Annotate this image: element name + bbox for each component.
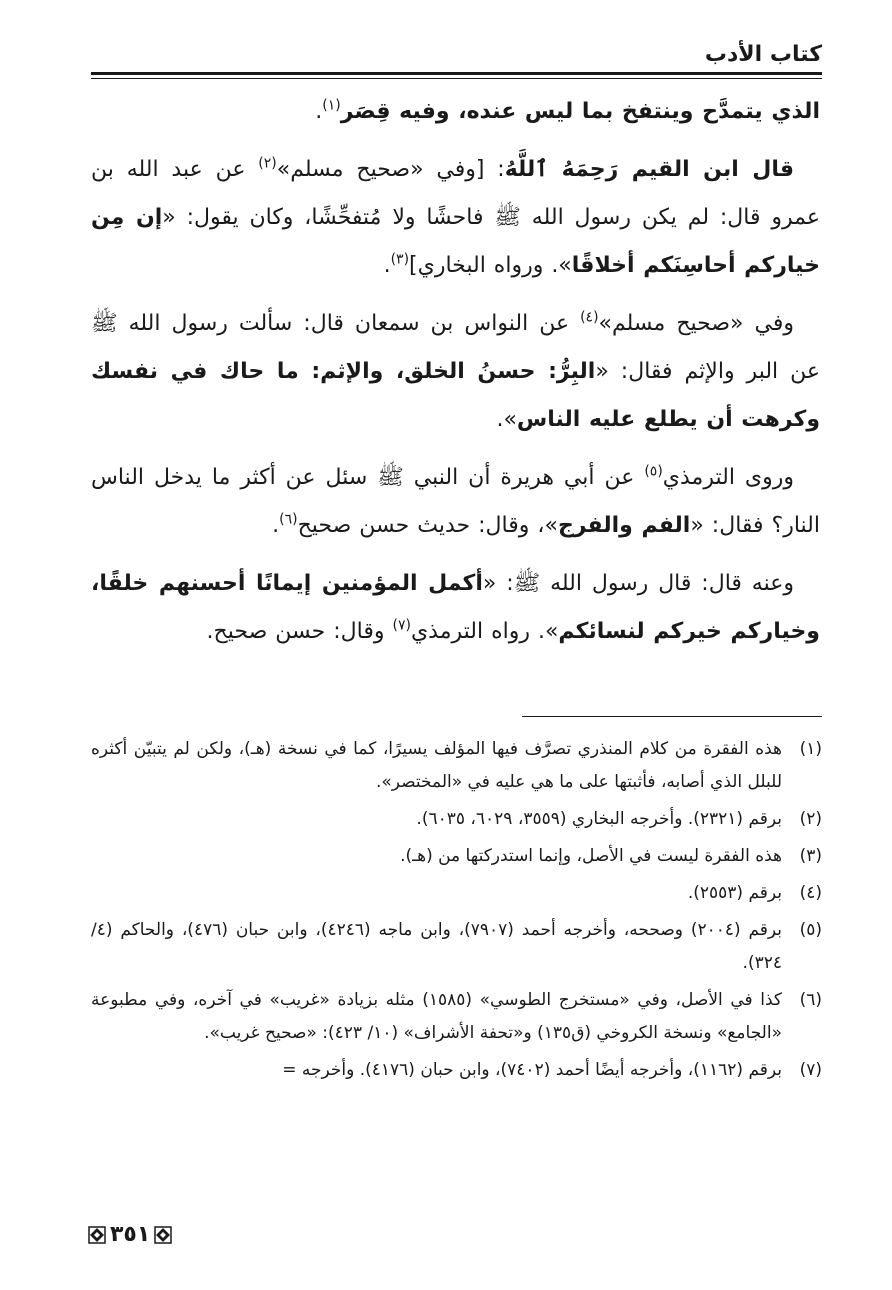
- footnote-ref-3: (٣): [390, 251, 410, 268]
- page-number-text: ٣٥١: [110, 1222, 151, 1247]
- p4-text-2: عن أبي هريرة أن النبي ﷺ سئل عن أكثر ما يدخل الناس النار؟ فقال: «: [91, 465, 820, 538]
- footnote-number: (٢): [799, 809, 822, 829]
- p3-end: ».: [496, 407, 517, 432]
- footnote-item: [91, 733, 822, 799]
- p2-text-3: ». ورواه البخاري]: [409, 253, 572, 278]
- footnote-item: [91, 803, 822, 836]
- footnote-ref-1: (١): [322, 97, 341, 114]
- header-rule-thin: [91, 78, 822, 79]
- header-rule-thick: [91, 72, 822, 75]
- p2-text-1: : [وفي «صحيح مسلم»: [276, 157, 505, 182]
- footnote-item: [91, 877, 822, 910]
- p2-end: .: [383, 253, 391, 278]
- footnote-number: (٤): [799, 883, 822, 903]
- footnote-ref-7: (٧): [392, 617, 411, 634]
- footnote-ref-6: (٦): [279, 511, 298, 528]
- main-text: [91, 88, 820, 666]
- footnote-text: برقم (٢٣٢١). وأخرجه البخاري (٣٥٥٩، ٦٠٢٩، ٦٠٣٥).: [416, 809, 782, 829]
- footnote-text: برقم (٢٠٠٤) وصححه، وأخرجه أحمد (٧٩٠٧)، وابن ماجه (٤٢٤٦)، وابن حبان (٤٧٦)، والحاكم (٤/ ٣٢٤).: [91, 920, 782, 973]
- paragraph-5: [91, 560, 820, 656]
- p1-text: الذي يتمدَّح وينتفخ بما ليس عنده، وفيه قِصَر: [340, 99, 820, 124]
- p2-text-2: عن عبد الله بن عمرو قال: لم يكن رسول الله ﷺ فاحشًا ولا مُتفحِّشًا، وكان يقول: «: [91, 157, 820, 230]
- p4-text-3: »، وقال: حديث حسن صحيح: [297, 513, 558, 538]
- footnote-number: (٥): [799, 920, 822, 940]
- paragraph-3: [91, 300, 820, 444]
- footnote-number: (٣): [799, 846, 822, 866]
- p1-end: .: [315, 99, 323, 124]
- p3-hadith: البِرُّ: حسنُ الخلق، والإثم: ما حاك في نفسك وكرهت أن يطلع عليه الناس: [91, 359, 820, 432]
- paragraph-1: [91, 88, 820, 136]
- footnote-item: [91, 1054, 822, 1087]
- p4-end: .: [272, 513, 280, 538]
- p3-text-1: وفي «صحيح مسلم»: [598, 311, 794, 336]
- ornament-icon: [154, 1226, 172, 1244]
- footnote-item: [91, 840, 822, 873]
- footnote-text: هذه الفقرة من كلام المنذري تصرَّف فيها المؤلف يسيرًا، كما في نسخة (هـ)، ولكن لم يتبيّن أكثره للبلل الذي أصابه، فأثبتها على ما هي عليه في «المختصر».: [91, 739, 782, 792]
- ornament-icon: [88, 1226, 106, 1244]
- footnote-number: (٦): [799, 990, 822, 1010]
- p5-text-2: ». رواه الترمذي: [410, 619, 559, 644]
- footnote-text: برقم (١١٦٢)، وأخرجه أيضًا أحمد (٧٤٠٢)، وابن حبان (٤١٧٦). وأخرجه =: [282, 1060, 782, 1080]
- p3-text-2: عن النواس بن سمعان قال: سألت رسول الله ﷺ عن البر والإثم فقال: «: [91, 311, 820, 384]
- p4-hadith: الفم والفرج: [557, 513, 691, 538]
- footnote-text: كذا في الأصل، وفي «مستخرج الطوسي» (١٥٨٥) مثله بزيادة «غريب» في آخره، وفي مطبوعة «الجامع» ونسخة الكروخي (ق١٣٥) و«تحفة الأشراف» (١٠/ ٤٢٣): «صحيح غريب».: [91, 990, 782, 1043]
- p4-text-1: وروى الترمذي: [662, 465, 794, 490]
- footnotes: [91, 733, 822, 1091]
- footnote-number: (٧): [799, 1060, 822, 1080]
- p5-text-1: وعنه قال: قال رسول الله ﷺ: «: [482, 571, 794, 596]
- page-number: [88, 1222, 172, 1247]
- footnote-separator: [522, 716, 822, 717]
- running-header: كتاب الأدب: [704, 42, 822, 67]
- footnote-item: [91, 984, 822, 1050]
- footnote-number: (١): [799, 739, 822, 759]
- p5-end: وقال: حسن صحيح.: [206, 619, 393, 644]
- footnote-text: برقم (٢٥٥٣).: [687, 883, 782, 903]
- p2-speaker: قال ابن القيم رَحِمَهُ ٱللَّهُ: [504, 157, 794, 182]
- footnote-ref-5: (٥): [644, 463, 663, 480]
- p5-hadith: أكمل المؤمنين إيمانًا أحسنهم خلقًا، وخياركم خيركم لنسائكم: [91, 571, 820, 644]
- footnote-item: [91, 914, 822, 980]
- footnote-ref-2: (٢): [258, 155, 277, 172]
- paragraph-2: [91, 146, 820, 290]
- footnote-text: هذه الفقرة ليست في الأصل، وإنما استدركتها من (هـ).: [400, 846, 782, 866]
- p2-hadith: إن مِن خياركم أحاسِنَكم أخلاقًا: [91, 205, 820, 278]
- footnote-ref-4: (٤): [580, 309, 599, 326]
- paragraph-4: [91, 454, 820, 550]
